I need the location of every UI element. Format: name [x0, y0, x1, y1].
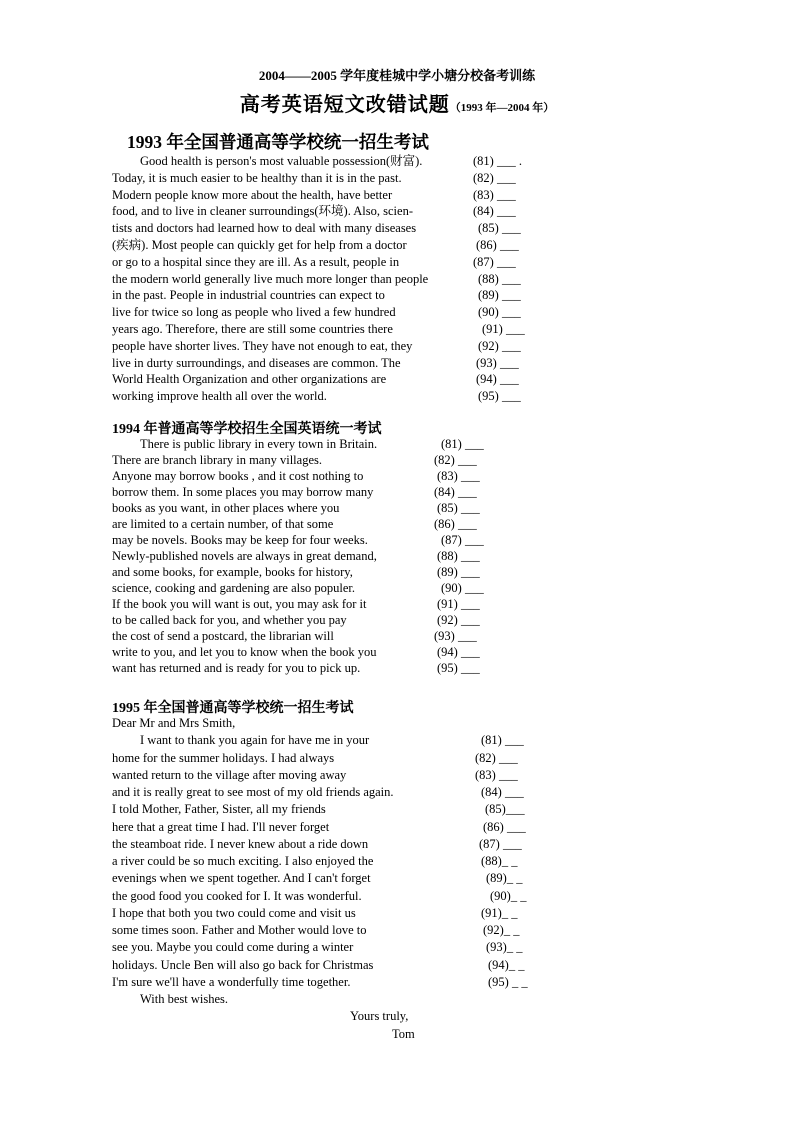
answer-blank: (85) ___: [478, 221, 521, 236]
passage-line: food, and to live in cleaner surroundings(环境). Also, scien-: [112, 204, 413, 219]
page-title-years: （1993 年—2004 年）: [449, 102, 555, 114]
passage-line: may be novels. Books may be keep for four weeks.: [112, 533, 368, 547]
answer-blank: (85)___: [485, 802, 525, 817]
passage-line: see you. Maybe you could come during a winter: [112, 940, 354, 955]
answer-blank: (87) ___: [441, 533, 484, 547]
passage-line: the modern world generally live much more longer than people: [112, 271, 429, 286]
passage-line: Dear Mr and Mrs Smith,: [112, 716, 236, 730]
passage-line: books as you want, in other places where you: [112, 501, 340, 515]
passage-line: working improve health all over the world.: [112, 389, 327, 404]
passage-line: live for twice so long as people who lived a few hundred: [112, 305, 396, 320]
answer-blank: (88)_ _: [481, 854, 518, 868]
passage-line: I hope that both you two could come and visit us: [112, 905, 356, 920]
passage-line: Anyone may borrow books , and it cost nothing to: [112, 469, 364, 483]
passage-line: borrow them. In some places you may borrow many: [112, 485, 374, 499]
answer-blank: (95) ___: [437, 661, 480, 675]
passage-line: live in durty surroundings, and diseases are common. The: [112, 355, 401, 370]
answer-blank: (94)_ _: [488, 957, 525, 972]
answer-blank: (91) ___: [437, 597, 480, 611]
passage-line: write to you, and let you to know when the book you: [112, 645, 377, 659]
answer-blank: (82) ___: [475, 750, 518, 765]
answer-blank: (89) ___: [478, 288, 521, 303]
passage-line: There are branch library in many villages.: [112, 453, 322, 467]
answer-blank: (81) ___: [481, 733, 524, 748]
passage-line: evenings when we spent together. And I can't forget: [112, 871, 371, 886]
passage-line: wanted return to the village after moving away: [112, 767, 347, 782]
answer-blank: (87) ___: [479, 836, 522, 851]
answer-blank: (92) ___: [437, 613, 480, 627]
passage-line: or go to a hospital since they are ill. As a result, people in: [112, 254, 400, 269]
answer-blank: (86) ___: [476, 238, 519, 252]
answer-blank: (90) ___: [478, 305, 521, 320]
passage-line: I told Mother, Father, Sister, all my friends: [112, 802, 326, 817]
answer-blank: (89)_ _: [486, 871, 523, 886]
passage-line: I want to thank you again for have me in your: [140, 733, 370, 748]
page-title: [0, 88, 794, 117]
passage-line: If the book you will want is out, you may ask for it: [112, 597, 367, 611]
answer-blank: (90) ___: [441, 581, 484, 595]
passage-line: years ago. Therefore, there are still some countries there: [112, 322, 393, 336]
answer-blank: (83) ___: [473, 187, 516, 202]
passage-line: (疾病). Most people can quickly get for help from a doctor: [112, 238, 407, 252]
passage-line: some times soon. Father and Mother would love to: [112, 923, 367, 937]
section-title: 1995 年全国普通高等学校统一招生考试: [112, 701, 354, 716]
passage-line: a river could be so much exciting. I also enjoyed the: [112, 854, 374, 868]
passage-line: Yours truly,: [350, 1009, 409, 1024]
passage-line: the good food you cooked for I. It was wonderful.: [112, 888, 362, 903]
passage-line: here that a great time I had. I'll never forget: [112, 819, 330, 834]
passage-line: in the past. People in industrial countries can expect to: [112, 288, 385, 303]
answer-blank: (87) ___: [473, 254, 516, 269]
passage-line: to be called back for you, and whether you pay: [112, 613, 347, 627]
header-title: 2004——2005 学年度桂城中学小塘分校备考训练: [258, 68, 536, 83]
passage-line: I'm sure we'll have a wonderfully time together.: [112, 974, 351, 989]
answer-blank: (83) ___: [475, 767, 518, 782]
answer-blank: (94) ___: [476, 372, 519, 387]
answer-blank: (82) ___: [434, 453, 477, 467]
answer-blank: (90)_ _: [490, 888, 527, 903]
passage-line: are limited to a certain number, of that some: [112, 517, 334, 531]
passage-line: Tom: [392, 1026, 415, 1041]
passage-line: Today, it is much easier to be healthy than it is in the past.: [112, 170, 402, 185]
answer-blank: (89) ___: [437, 565, 480, 579]
answer-blank: (88) ___: [478, 271, 521, 286]
answer-blank: (82) ___: [473, 170, 516, 185]
answer-blank: (95) ___: [478, 389, 521, 404]
answer-blank: (83) ___: [437, 469, 480, 483]
answer-blank: (92)_ _: [483, 923, 520, 937]
answer-blank: (84) ___: [434, 485, 477, 499]
passage-line: want has returned and is ready for you to pick up.: [112, 661, 361, 675]
section-title: 1994 年普通高等学校招生全国英语统一考试: [112, 422, 382, 437]
passage-line: and some books, for example, books for history,: [112, 565, 353, 579]
answer-blank: (84) ___: [473, 204, 516, 219]
answer-blank: (91)_ _: [481, 905, 518, 920]
answer-blank: (88) ___: [437, 549, 480, 563]
passage-line: people have shorter lives. They have not enough to eat, they: [112, 338, 413, 353]
answer-blank: (85) ___: [437, 501, 480, 515]
passage-line: Good health is person's most valuable possession(财富).: [140, 154, 423, 168]
section-title: 1993 年全国普通高等学校统一招生考试: [127, 132, 429, 152]
passage-line: and it is really great to see most of my old friends again.: [112, 785, 394, 799]
passage-line: holidays. Uncle Ben will also go back for Christmas: [112, 957, 374, 972]
answer-blank: (92) ___: [478, 338, 521, 353]
answer-blank: (81) ___: [441, 437, 484, 451]
passage-line: With best wishes.: [140, 992, 229, 1006]
answer-blank: (94) ___: [437, 645, 480, 659]
passage-line: science, cooking and gardening are also populer.: [112, 581, 355, 595]
answer-blank: (91) ___: [482, 322, 525, 336]
answer-blank: (93)_ _: [486, 940, 523, 955]
passage-line: home for the summer holidays. I had always: [112, 750, 335, 765]
page-title-main: 高考英语短文改错试题: [239, 94, 450, 116]
passage-line: the steamboat ride. I never knew about a ride down: [112, 836, 369, 851]
passage-line: World Health Organization and other organizations are: [112, 372, 387, 387]
answer-blank: (93) ___: [434, 629, 477, 643]
answer-blank: (86) ___: [434, 517, 477, 531]
answer-blank: (93) ___: [476, 355, 519, 370]
passage-line: Modern people know more about the health, have better: [112, 187, 393, 202]
answer-blank: (84) ___: [481, 785, 524, 799]
answer-blank: (81) ___ .: [473, 154, 522, 168]
passage-line: the cost of send a postcard, the librarian will: [112, 629, 334, 643]
passage-line: Newly-published novels are always in great demand,: [112, 549, 377, 563]
answer-blank: (86) ___: [483, 819, 526, 834]
passage-line: There is public library in every town in Britain.: [140, 437, 378, 451]
passage-line: tists and doctors had learned how to deal with many diseases: [112, 221, 417, 236]
answer-blank: (95) _ _: [488, 974, 528, 989]
